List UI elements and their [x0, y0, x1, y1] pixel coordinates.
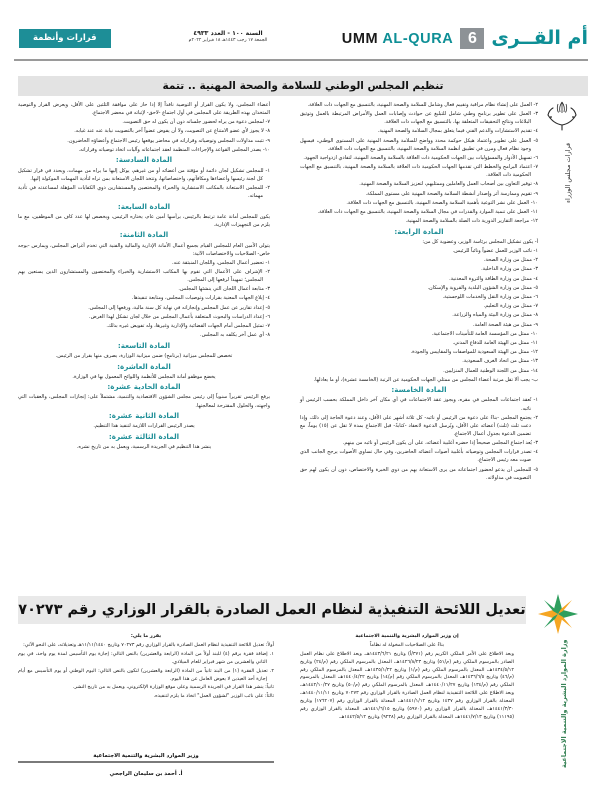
- list-item: ٦- إعداد الدراسات والبحوث المتعلقة بأعمال المجلس من خلال لجان تشكل لهذا الغرض.: [89, 313, 270, 320]
- list-item: ٣- ممثل من وزارة الداخلية.: [481, 266, 538, 273]
- list-item: ٥- ممثل من وزارة الشؤون البلدية والقروية والإسكان.: [427, 284, 538, 291]
- paragraph: يتولى الأمين العام للمجلس القيام بجميع أعمال الأمانة الإدارية والمالية والفنية التي تخدم أغراض المجلس، ويمارس -بوجه خاص- الصلاحيات والاختصاصات الآتية:: [18, 242, 270, 257]
- signature-divider: [18, 761, 274, 763]
- list-item: ١٣- ممثل من اتحاد الغرف السعودية.: [462, 358, 538, 365]
- list-item: ١٠- ممثل من المؤسسة العامة للتأمينات الاجتماعية.: [431, 330, 538, 337]
- section-tag: قرارات وأنظمة: [19, 29, 111, 48]
- paragraph: أعضاء المجلس، ولا يكون القرار أو التوصية نافذاً إلا إذا حاز على موافقة الثلثين على الأقل، ويعرض القرار والتوصية المتخذان بهذه الطريقة على المجلس في أول اجتماع -لاحق- لإثباته في محضر الاجتماع.: [18, 102, 270, 117]
- list-item: ٣- متابعة أعمال اللجان التي ينشئها المجلس.: [178, 286, 270, 293]
- list-item: ٨- توفير التعاون بين أصحاب العمل والعاملين وممثليهم، لتعزيز السلامة والصحة المهنية.: [359, 181, 538, 188]
- signature-title: وزير الموارد البشرية والتنمية الاجتماعية: [93, 753, 199, 759]
- list-item: ٣- العمل على تطوير برنامج وطني شامل للتبليغ عن حوادث وإصابات العمل والأمراض المرتبطة بالعمل وتوثيق البلاغات ونتائج التحقيقات المتعلقة بها، بالتنسيق مع الجهات ذات العلاقة.: [300, 111, 538, 126]
- article1-right-column: [300, 101, 538, 483]
- list-item: ١- تحضير أعمال المجلس، واللجان المنبثقة عنه.: [171, 259, 270, 266]
- masthead-divider: [14, 59, 588, 61]
- article2-headline-band: [18, 596, 526, 624]
- list-item: ٩- تثبت مداولات المجلس وتوصياته وقراراته في محاضر يوقعها رئيس الاجتماع وأعضاؤه الحاضرون.: [67, 137, 270, 144]
- paragraph: أولاً: تعديل اللائحة التنفيذية لنظام العمل الصادرة بالقرار الوزاري رقم ٧٠٢٧٣ وتاريخ ١١/١١/١٤٤٠هـ وتعديلاته، على النحو الآتي:: [23, 641, 274, 648]
- list-item: ٧- اعتماد البرامج والخطط التي تقدمها الجهات الحكومية ذات العلاقة بالسلامة والصحة المهنية، بالتنسيق مع الجهات الحكومية ذات العلاقة.: [300, 164, 538, 179]
- list-item: أ- يكون تشكيل المجلس برئاسة الوزير، وعضوية كل من:: [422, 238, 538, 245]
- list-item: ٥- العمل على تطوير واعتماد هيكل حوكمة محدد وواضح للسلامة والصحة المهنية على المستوى الوطني، فيسهل وجود نظام فعال ومرن في تطبيق أنظمة السلامة والصحة المهنية، بالتنسيق مع الجهات ذات العلاقة.: [300, 137, 538, 152]
- list-item: ٨- أي عمل آخر يكلفه به المجلس.: [200, 332, 270, 339]
- issue-info: [168, 30, 288, 45]
- issue-number: السنة ١٠٠ - العدد ٤٩٣٣: [193, 30, 263, 37]
- paragraph: ثانياً: ينشر هذا القرار في الجريدة الرسمية وعلى موقع الوزارة الإلكتروني، ويعمل به من تاريخ النشر.: [72, 684, 274, 691]
- paragraph: بناءً على الصلاحيات المخولة له نظاماً: [369, 641, 445, 648]
- list-item: ١. إضافة فقرة برقم (٤) للبند أولاً من المادة (الرابعة والعشرين) بالنص التالي: إجازة يوم التأسيس لمدة يوم واحد، في يوم الثاني والعشرين من شهر فبراير للعام الميلادي.: [18, 650, 274, 665]
- list-item: ٢. تعديل الفقرة (١) من البند ثانياً من المادة (الرابعة والعشرين) لتكون بالنص التالي: اليوم الوطني أو يوم التأسيس مع أيام إجازة أحد العيدين لا يعوض العامل عن هذا اليوم.: [18, 667, 274, 682]
- list-item: ٨- لا يجوز لأي عضو الامتناع عن التصويت، ولا أن يفوض عضواً آخر بالتصويت نيابة عنه عند غيابه.: [74, 128, 270, 135]
- paragraph: يرفع الرئيس تقريراً سنوياً إلى رئيس مجلس الشؤون الاقتصادية والتنمية، مشتملاً على: إنجازات المجلس، والعقبات التي واجهته، والحلول المقترحة لمعالجتها.: [18, 394, 270, 409]
- list-item: ٢- العمل على إنشاء نظام مراقبة وتقييم فعال وشامل للسلامة والصحة المهنية، بالتنسيق مع الجهات ذات العلاقة.: [307, 102, 538, 108]
- article-heading-9: المادة التاسعة:: [117, 340, 171, 350]
- sidebar-category-label: قرارات مجلس الوزراء: [564, 143, 572, 204]
- list-item: ١١- ممثل من الهيئة العامة للدفاع المدني.: [452, 339, 538, 346]
- list-item: ٤- ممثل من وزارة الطاقة والثروة المعدنية.: [449, 275, 538, 282]
- list-item: ١٢- مراجعة التقارير الدورية ذات الصلة بالسلامة والصحة المهنية.: [405, 218, 538, 225]
- list-item: ١٢- ممثل من الهيئة السعودية للمواصفات والمقاييس والجودة.: [410, 349, 538, 356]
- list-item: ٧- ممثل من وزارة التعليم.: [483, 303, 538, 310]
- issue-date: الجمعة ١٧ رجب ١٤٤٣هـ ١٨ فبراير ٢٠٢٢م: [188, 38, 268, 44]
- list-item: ١٤- ممثل من اللجنة الوطنية للعمال المنزليين.: [443, 367, 538, 374]
- list-item: ١- نائب الوزير للعمل عضواً ونائباً للرئيس.: [452, 248, 538, 255]
- list-item: ١١- العمل على تنمية الموارد والقدرات في مجال السلامة والصحة المهنية، بالتنسيق مع الجهات ذات العلاقة.: [317, 208, 538, 215]
- list-item: ٢- الإشراف على الأعمال التي تقوم بها المكاتب الاستشارية والخبراء والمختصون والمستشارون الذين يستعين بهم المجلس؛ تمهيداً لرفعها إلى المجلس.: [18, 268, 270, 284]
- article-heading-10: المادة العاشرة:: [117, 361, 171, 371]
- hrsd-ministry-logo-icon: [530, 592, 586, 638]
- list-item: ٢- يجتمع المجلس -بناءً على دعوة من الرئيس أو نائبه- كل ثلاثة أشهر على الأقل، وعند دعوة الحاجة إلى ذلك، وإذا دعت ثلث (ثلث) أعضائه على الأقل، ويُرسل الدعوة لانعقاد -كتابةً- قبل الاجتماع بمدة لا تقل عن (١٥) يوماً، مع تضمين الدعوة بجدول أعمال الاجتماع.: [300, 414, 538, 437]
- masthead-latin-umm: UMM: [341, 30, 379, 47]
- decision-intro: يقرر ما يلي:: [130, 633, 162, 639]
- list-item: ١- للمجلس تشكيل لجان دائمة أو مؤقتة من أعضائه أو من غيرهم، يوكل إليها ما يراه من مهمات، ويحدد في قرار تشكيل كل لجنة رئيسها وأعضاءها ومكافآتهم، واختصاصاتها، وتتخذ اللجان الاستعانة بمن تراه لتأدية المهمات الموكولة إليها.: [18, 167, 270, 182]
- list-item: ٧- تمثيل المجلس أمام الجهات القضائية والإدارية وغيرها، وله تفويض غيره بذلك.: [106, 323, 270, 330]
- article-heading-7: المادة السابعة:: [117, 201, 171, 211]
- list-item: ٤- تصدر قرارات المجلس وتوصياته بأغلبية أصوات أعضائه الحاضرين، وفي حال تساوي الأصوات يرجح الجانب الذي صوت معه رئيس الاجتماع.: [300, 449, 538, 464]
- paragraph: إن وزير الموارد البشرية والتنمية الاجتماعية: [355, 633, 459, 639]
- article2-headline: تعديل اللائحة التنفيذية لنظام العمل الصادرة بالقرار الوزاري رقم ٧٠٢٧٣: [18, 602, 526, 618]
- list-item: ١٠- العمل على نشر التوعية بأهمية السلامة والصحة المهنية، بالتنسيق مع الجهات ذات العلاقة.: [346, 199, 538, 206]
- list-item: ٩- ممثل من هيئة الصحة العامة.: [472, 321, 538, 328]
- list-item: ب- يجب ألا تقل مرتبة أعضاء المجلس من ممثلي الجهات الحكومية عن الرتبة (الخامسة عشرة)، أو ما يعادلها.: [313, 376, 538, 383]
- list-item: ٤- تقديم الاستشارات والدعم الفني فيما يتعلق بمجال السلامة والصحة المهنية.: [377, 128, 538, 135]
- paragraph: يكون للمجلس أمانة عامة ترتبط بالرئيس، يرأسها أمين عام، يختاره الرئيس، ويخصص لها عدد كاف من الموظفين، مع ما يلزم من التجهيزات الإدارية.: [18, 213, 270, 228]
- masthead-arabic-title: أم القــرى: [491, 27, 588, 49]
- article-heading-13: المادة الثالثة عشرة:: [108, 431, 180, 441]
- article-heading-8: المادة الثامنة:: [119, 230, 169, 240]
- list-item: ٦- تسهيل الأدوار والمسؤوليات بين الجهات الحكومية ذات العلاقة بالسلامة والصحة المهنية، لتفادي ازدواجية الجهود.: [303, 154, 538, 161]
- masthead-brand: [342, 28, 588, 49]
- list-item: ٥- إعداد تقارير عن عمل المجلس وإنجازاته في نهاية كل سنة مالية، ورفعها إلى المجلس.: [88, 304, 270, 311]
- article1-title: تنظيم المجلس الوطني للسلامة والصحة المهنية .. تتمة: [162, 80, 444, 92]
- article2-left-column: [18, 633, 274, 702]
- paragraph: ثالثاً: على نائب الوزير "لشؤون العمل" اتخاذ ما يلزم لتنفيذه.: [153, 693, 274, 700]
- saudi-emblem-icon: [542, 99, 582, 139]
- signature-title-row: [18, 752, 274, 760]
- list-item: ١- تُعقد اجتماعات المجلس في مقره، ويجوز عقد الاجتماعات في أي مكان آخر داخل المملكة بحسب الرئيس أو نائبه.: [300, 397, 538, 412]
- article1-left-column: [18, 101, 270, 452]
- list-item: ٨- ممثل من وزارة البيئة والمياه والزراعة.: [452, 312, 538, 319]
- masthead-latin-alqura: AL-QURA: [382, 30, 454, 47]
- signature-name-row: [18, 770, 274, 778]
- paragraph: ينشر هذا التنظيم في الجريدة الرسمية، ويعمل به من تاريخ نشره.: [76, 443, 212, 450]
- list-item: ٣- يُعد اجتماع المجلس صحيحاً إذا حضره أغلبية أعضائه، على أن يكون الرئيس أو نائبه من بينهم.: [342, 440, 538, 447]
- list-item: ٧- لمجلس دعوة من يراه لحضور جلساته دون أن يكون له حق التصويت.: [122, 119, 270, 126]
- article-heading-5: المادة الخامسة:: [391, 385, 447, 395]
- paragraph: يصدر الرئيس القرارات اللازمة لتنفيذ هذا التنظيم.: [93, 423, 195, 430]
- article2-right-column: [300, 633, 514, 723]
- list-item: ٢- ممثل من وزارة الصحة.: [483, 257, 538, 264]
- paragraph: وبعد الاطلاع على الأمر الملكي الكريم رقم (٣٧١/أ) وتاريخ ١٤٤٣/٦/٢١هـ، وبعد الاطلاع على نظام العمل الصادر بالمرسوم الملكي رقم (م/٥١) وتاريخ ١٤٢٦/٨/٢٣هـ، المعدل بالمرسوم الملكي رقم (م/٢٤) وتاريخ ١٤٣٤/٥/١٢هـ، المعدل بالمرسوم الملكي رقم (م/١) وتاريخ ١٤٣٥/١/٢٢هـ، المعدل بالمرسوم الملكي رقم (م/٤٦) وتاريخ ١٤٣٦/٦/٥هـ، المعدل بالمرسوم الملكي رقم (م/١٤) وتاريخ ١٤٤٠/٤/٢٢هـ، المعدل بالمرسوم الملكي رقم (م/١٣٤) وتاريخ ١٤٤٠/١١/٢٧هـ، المعدل بالمرسوم الملكي رقم (م/٥٠) وتاريخ ١٤٤٢/١٠/٢٧هـ، وبعد الاطلاع على اللائحة التنفيذية لنظام العمل الصادرة بالقرار الوزاري رقم ٧٠٢٧٣ وتاريخ ١٤٤٠/١١/١١هـ، المعدلة بالقرار الوزاري رقم ١٤٣٧ وتاريخ ١٤٤١/١/١٢هـ، المعدلة بالقرار الوزاري رقم (١٧٦٢٠٧) وتاريخ ١٤٤١/٣/٣٠هـ، المعدلة بالقرار الوزاري رقم (٥٩٧٠) وتاريخ ١٤٤١/٦/١٥هـ، المعدلة بالقرار الوزاري رقم (١١١٩٥) وتاريخ ١٤٤١/٧/١٣هـ، المعدلة بالقرار الوزاري رقم (٩٢٣٨) وتاريخ ١٤٤٢/٥/١٢هـ.: [300, 650, 515, 720]
- list-item: ٤- إبلاغ الجهات المعنية بقرارات وتوصيات المجلس، ومتابعة تنفيذها.: [131, 295, 270, 302]
- list-item: ٩- تقويم وممارسة أثر وإصدار أنشطة السلامة والصحة المهنية على مستوى المملكة.: [365, 190, 538, 197]
- article-heading-4: المادة الرابعة:: [394, 226, 444, 236]
- list-item: ٥- للمجلس أن يدعو لحضور اجتماعاته من يرى الاستعانة بهم من ذوي الخبرة والاختصاص، دون أن يكون لهم حق التصويت في مداولاته.: [300, 466, 538, 481]
- masthead: [18, 28, 588, 58]
- masthead-latin-title: [342, 31, 454, 47]
- list-item: ٢- للمجلس الاستعانة بالمكاتب الاستشارية والخبراء والمختصين والمستشارين ذوي الكفايات المؤهلة لمساعدته في تأدية مهماته.: [18, 184, 270, 199]
- article-heading-6: المادة السادسة:: [115, 155, 173, 165]
- paragraph: يخضع موظفو أمانة المجلس للأنظمة واللوائح المعمول بها في الوزارة.: [72, 373, 216, 380]
- article-heading-12: المادة الثانية عشرة:: [108, 411, 180, 421]
- article1-title-bar: [18, 76, 588, 96]
- paragraph: تخصص للمجلس ميزانية (برنامج) ضمن ميزانية الوزارة، يصرف منها بقرار من الرئيس.: [55, 352, 233, 359]
- article-heading-11: المادة الحادية عشرة:: [107, 382, 181, 392]
- page-number-badge: 6: [460, 28, 484, 49]
- list-item: ١٠- يصدر المجلس القواعد والإجراءات المنظمة لعقد اجتماعاته وآليات اتخاذ توصياته وقراراته.: [78, 146, 270, 153]
- hrsd-ministry-logo-text: وزارة الموارد البشرية والتنمية الاجتماعية: [560, 640, 568, 769]
- list-item: ٦- ممثل من وزارة النقل والخدمات اللوجستية.: [442, 294, 538, 301]
- signature-name: أ. أحمد بن سليمان الراجحي: [109, 771, 183, 777]
